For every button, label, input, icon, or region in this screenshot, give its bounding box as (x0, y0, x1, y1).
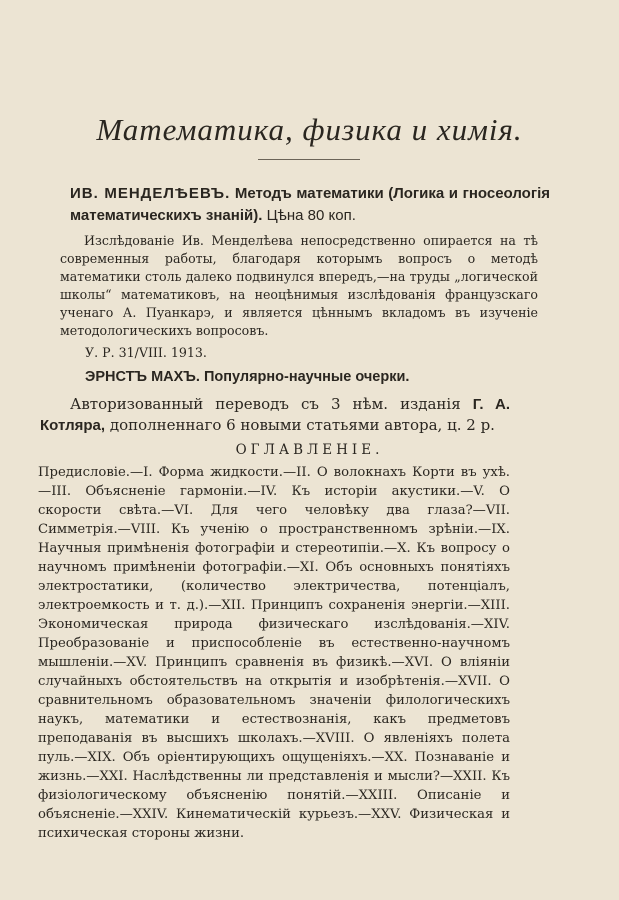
toc-body: Предисловіе.—I. Форма жидкости.—II. О волокнахъ Корти въ ухѣ.—III. Объясненіе гармоніи.—IV. Къ исторіи акустики.—V. О скорости свѣта.—VI. Для чего человѣку два глаза?—VII. Симметрія.—VIII. Къ ученію о пространственномъ зрѣніи.—IX. Научныя примѣненія фотографіи и стереотипіи.—X. Къ вопросу о научномъ примѣненіи фотографіи.—XI. Объ основныхъ понятіяхъ электростатики, (количество электричества, потенціалъ, электроемкость и т. д.).—XII. Принципъ сохраненія энергіи.—XIII. Экономическая природа физическаго изслѣдованія.—XIV. Преобразованіе и приспособленіе въ естественно-научномъ мышленіи.—XV. Принципъ сравненія въ физикѣ.—XVI. О вліяніи случайныхъ обстоятельствъ на открытія и изобрѣтенія.—XVII. О сравнительномъ образовательномъ значеніи филологическихъ наукъ, математики и естествознанія, какъ предметовъ преподаванія въ высшихъ школахъ.—XVIII. О явленіяхъ полета пуль.—XIX. Объ оріентирующихъ ощущеніяхъ.—XX. Познаваніе и жизнь.—XXI. Наслѣдственны ли представленія и мысли?—XXII. Къ физіологическому объясненію понятій.—XXIII. Описаніе и объясненіе.—XXIV. Кинематическій курьезъ.—XXV. Физическая и психическая стороны жизни. (38, 465, 510, 841)
translation-prefix: Авторизованный переводъ съ 3 нѣм. изданія (70, 395, 461, 413)
book-title: Методъ математики (Логика и гносеологія математическихъ знаній). (70, 185, 551, 224)
toc-heading: ОГЛАВЛЕНІЕ. (235, 442, 384, 458)
book-price: Цѣна 80 коп. (266, 207, 356, 224)
book-annotation: Изслѣдованіе Ив. Менделѣева непосредственно опирается на тѣ современныя работы, благодаря которымъ вопросъ о методѣ математики столь далеко подвинулся впередъ,—на труды „логической школы“ математиковъ, на неоцѣнимыя изслѣдованія французскаго ученаго А. Пуанкарэ, и является цѣннымъ вкладомъ въ изученіе методологическихъ вопросовъ. (60, 233, 538, 338)
annotation-signature: У. Р. 31/VIII. 1913. (85, 345, 207, 360)
section-title: Математика, физика и химія. (96, 112, 523, 147)
translation-suffix: дополненнаго 6 новыми статьями автора, ц. 2 р. (109, 416, 495, 434)
author-name: ИВ. МЕНДЕЛѢЕВЪ. (70, 185, 231, 202)
translator-name: Г. А. Котляра, (40, 396, 511, 434)
book-entry-mach: ЭРНСТЪ МАХЪ. Популярно-научные очерки. (85, 369, 410, 385)
translation-note (40, 394, 510, 436)
book-entry-mendeleev (70, 183, 550, 227)
title-underline (258, 159, 360, 160)
